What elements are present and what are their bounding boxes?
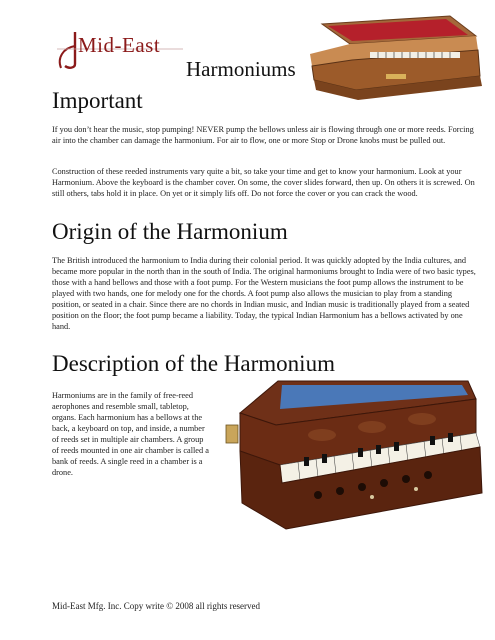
harmonium-image [222,373,484,533]
footer-copyright: Mid-East Mfg. Inc. Copy write © 2008 all rights reserved [52,601,261,611]
heading-description: Description of the Harmonium [52,351,335,376]
brand-name: Mid-East [78,33,161,57]
important-paragraph-1: If you don’t hear the music, stop pumping! NEVER pump the bellows unless air is flowing through one or more reeds. Forcing air into the chamber can damage the harmonium. For air to flow, one or more Stop or Drone knobs must be pulled out. [52,125,474,145]
description-paragraph: Harmoniums are in the family of free-reed aerophones and resemble small, tabletop, organs. Each harmonium has a bellows at the back, a keyboard on top, and inside, a number of reeds set in multiple air chambers. A group of reeds mounted in one air chamber is called a bank of reeds. A single reed in a chamber is a drone. [52,391,209,477]
heading-important: Important [52,88,143,113]
important-paragraph-2: Construction of these reeded instruments vary quite a bit, so take your time and get to know your harmonium. Look at your Harmonium. Above the keyboard is the chamber cover. On some, the cover slides forward, then up. On others it is screwed. On still others, tabs hold it in place. On yet or it simply lifs off. Do not force the cover or you can crack the wood. [52,167,475,198]
origin-paragraph: The British introduced the harmonium to India during their colonial period. It was quickly adopted by the India cultures, and became more popular in the north than in the south of India. The original harmoniums brought to India were of two basic types, those with a hand bellows and those with a foot pump. For the Western musicians the foot pump allows the instrument to be played with two hands, one for melody one for the chords. A foot pump also allows the musician to play from a standing position, or seated in a chair. Since there are no chords in Indian music, and Indian music is traditionally played from a seated position on the floor; the foot pump became a liability. Today, the typical Indian Harmonium has a bellows activated by one hand. [52,256,476,331]
page-title: Harmoniums [186,57,296,81]
heading-origin: Origin of the Harmonium [52,219,288,244]
harmonium-case-image [300,14,488,100]
